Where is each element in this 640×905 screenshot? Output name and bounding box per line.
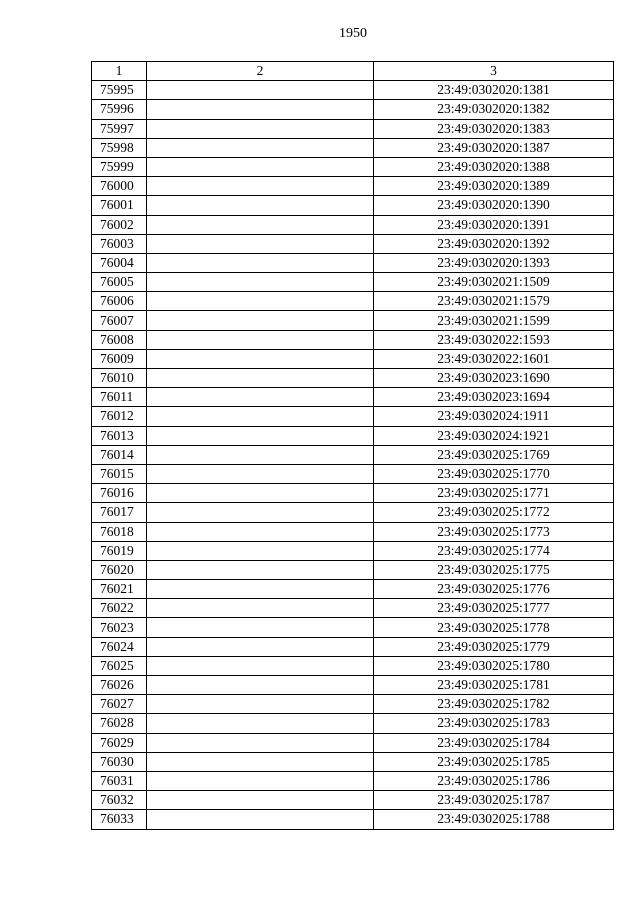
- row-cadastral-code-cell: 23:49:0302025:1780: [374, 656, 614, 675]
- row-number-cell: 76019: [92, 541, 147, 560]
- row-number-cell: 76025: [92, 656, 147, 675]
- table-row: [92, 273, 614, 292]
- row-cadastral-code-cell: 23:49:0302020:1381: [374, 81, 614, 100]
- table-row: [92, 388, 614, 407]
- row-number-cell: 76029: [92, 733, 147, 752]
- row-name-cell: [147, 196, 374, 215]
- row-name-cell: [147, 522, 374, 541]
- row-number-cell: 75997: [92, 119, 147, 138]
- row-name-cell: [147, 810, 374, 829]
- table-row: [92, 810, 614, 829]
- table-row: [92, 656, 614, 675]
- row-cadastral-code-cell: 23:49:0302025:1776: [374, 580, 614, 599]
- row-cadastral-code-cell: 23:49:0302020:1391: [374, 215, 614, 234]
- table-row: [92, 752, 614, 771]
- row-number-cell: 76033: [92, 810, 147, 829]
- row-name-cell: [147, 733, 374, 752]
- row-name-cell: [147, 676, 374, 695]
- table-row: [92, 330, 614, 349]
- table-row: [92, 695, 614, 714]
- row-cadastral-code-cell: 23:49:0302020:1390: [374, 196, 614, 215]
- row-cadastral-code-cell: 23:49:0302020:1388: [374, 157, 614, 176]
- row-cadastral-code-cell: 23:49:0302025:1771: [374, 484, 614, 503]
- row-cadastral-code-cell: 23:49:0302025:1770: [374, 464, 614, 483]
- row-name-cell: [147, 330, 374, 349]
- table-row: [92, 484, 614, 503]
- row-name-cell: [147, 234, 374, 253]
- row-number-cell: 76005: [92, 273, 147, 292]
- table-row: [92, 157, 614, 176]
- row-number-cell: 76027: [92, 695, 147, 714]
- row-number-cell: 76000: [92, 177, 147, 196]
- table-row: [92, 311, 614, 330]
- row-name-cell: [147, 138, 374, 157]
- table-row: [92, 618, 614, 637]
- row-name-cell: [147, 311, 374, 330]
- table-row: [92, 771, 614, 790]
- row-name-cell: [147, 656, 374, 675]
- column-header-3: 3: [374, 62, 614, 81]
- table-row: [92, 138, 614, 157]
- row-name-cell: [147, 771, 374, 790]
- row-cadastral-code-cell: 23:49:0302025:1785: [374, 752, 614, 771]
- row-cadastral-code-cell: 23:49:0302025:1777: [374, 599, 614, 618]
- row-number-cell: 76003: [92, 234, 147, 253]
- row-name-cell: [147, 618, 374, 637]
- row-name-cell: [147, 292, 374, 311]
- row-number-cell: 76004: [92, 253, 147, 272]
- row-name-cell: [147, 752, 374, 771]
- table-row: [92, 253, 614, 272]
- table-row: [92, 560, 614, 579]
- row-number-cell: 75995: [92, 81, 147, 100]
- row-number-cell: 76002: [92, 215, 147, 234]
- table-row: [92, 177, 614, 196]
- row-cadastral-code-cell: 23:49:0302025:1772: [374, 503, 614, 522]
- table-row: [92, 369, 614, 388]
- row-name-cell: [147, 273, 374, 292]
- row-number-cell: 76022: [92, 599, 147, 618]
- row-name-cell: [147, 695, 374, 714]
- row-cadastral-code-cell: 23:49:0302021:1579: [374, 292, 614, 311]
- row-number-cell: 76017: [92, 503, 147, 522]
- table-row: [92, 196, 614, 215]
- row-number-cell: 76026: [92, 676, 147, 695]
- row-number-cell: 76030: [92, 752, 147, 771]
- table-row: [92, 426, 614, 445]
- row-number-cell: 76006: [92, 292, 147, 311]
- row-name-cell: [147, 253, 374, 272]
- row-cadastral-code-cell: 23:49:0302025:1783: [374, 714, 614, 733]
- row-cadastral-code-cell: 23:49:0302020:1392: [374, 234, 614, 253]
- table-row: [92, 503, 614, 522]
- row-name-cell: [147, 177, 374, 196]
- register-table: [91, 61, 614, 830]
- table-row: [92, 445, 614, 464]
- row-cadastral-code-cell: 23:49:0302021:1509: [374, 273, 614, 292]
- row-number-cell: 76024: [92, 637, 147, 656]
- table-row: [92, 100, 614, 119]
- row-name-cell: [147, 714, 374, 733]
- row-name-cell: [147, 560, 374, 579]
- table-row: [92, 599, 614, 618]
- row-cadastral-code-cell: 23:49:0302020:1387: [374, 138, 614, 157]
- row-number-cell: 76018: [92, 522, 147, 541]
- row-name-cell: [147, 81, 374, 100]
- row-number-cell: 76020: [92, 560, 147, 579]
- row-number-cell: 75998: [92, 138, 147, 157]
- row-name-cell: [147, 426, 374, 445]
- row-name-cell: [147, 503, 374, 522]
- row-cadastral-code-cell: 23:49:0302025:1786: [374, 771, 614, 790]
- row-number-cell: 76011: [92, 388, 147, 407]
- row-cadastral-code-cell: 23:49:0302022:1601: [374, 349, 614, 368]
- column-header-2: 2: [147, 62, 374, 81]
- row-name-cell: [147, 445, 374, 464]
- row-name-cell: [147, 215, 374, 234]
- table-row: [92, 119, 614, 138]
- table-header-row: [92, 62, 614, 81]
- table-body: [92, 81, 614, 829]
- row-name-cell: [147, 637, 374, 656]
- table-row: [92, 791, 614, 810]
- table-row: [92, 522, 614, 541]
- row-name-cell: [147, 464, 374, 483]
- row-cadastral-code-cell: 23:49:0302025:1781: [374, 676, 614, 695]
- row-cadastral-code-cell: 23:49:0302025:1773: [374, 522, 614, 541]
- row-cadastral-code-cell: 23:49:0302023:1694: [374, 388, 614, 407]
- row-name-cell: [147, 599, 374, 618]
- row-cadastral-code-cell: 23:49:0302025:1769: [374, 445, 614, 464]
- row-cadastral-code-cell: 23:49:0302020:1389: [374, 177, 614, 196]
- row-cadastral-code-cell: 23:49:0302024:1911: [374, 407, 614, 426]
- row-cadastral-code-cell: 23:49:0302023:1690: [374, 369, 614, 388]
- row-name-cell: [147, 157, 374, 176]
- row-cadastral-code-cell: 23:49:0302025:1774: [374, 541, 614, 560]
- table-row: [92, 676, 614, 695]
- row-cadastral-code-cell: 23:49:0302025:1787: [374, 791, 614, 810]
- table-row: [92, 215, 614, 234]
- row-cadastral-code-cell: 23:49:0302025:1784: [374, 733, 614, 752]
- row-cadastral-code-cell: 23:49:0302022:1593: [374, 330, 614, 349]
- table-row: [92, 464, 614, 483]
- table-row: [92, 234, 614, 253]
- table-row: [92, 292, 614, 311]
- row-cadastral-code-cell: 23:49:0302025:1775: [374, 560, 614, 579]
- row-cadastral-code-cell: 23:49:0302020:1393: [374, 253, 614, 272]
- row-number-cell: 76016: [92, 484, 147, 503]
- row-number-cell: 76012: [92, 407, 147, 426]
- table-row: [92, 407, 614, 426]
- row-name-cell: [147, 541, 374, 560]
- row-cadastral-code-cell: 23:49:0302025:1779: [374, 637, 614, 656]
- row-number-cell: 76032: [92, 791, 147, 810]
- row-name-cell: [147, 407, 374, 426]
- row-number-cell: 76010: [92, 369, 147, 388]
- row-number-cell: 76008: [92, 330, 147, 349]
- table-row: [92, 637, 614, 656]
- table-row: [92, 580, 614, 599]
- row-number-cell: 76021: [92, 580, 147, 599]
- table-row: [92, 541, 614, 560]
- row-name-cell: [147, 791, 374, 810]
- row-name-cell: [147, 388, 374, 407]
- row-name-cell: [147, 119, 374, 138]
- row-number-cell: 76014: [92, 445, 147, 464]
- row-number-cell: 75999: [92, 157, 147, 176]
- row-number-cell: 76023: [92, 618, 147, 637]
- page-number: 1950: [339, 26, 367, 41]
- row-name-cell: [147, 369, 374, 388]
- row-number-cell: 76007: [92, 311, 147, 330]
- row-name-cell: [147, 484, 374, 503]
- row-cadastral-code-cell: 23:49:0302025:1778: [374, 618, 614, 637]
- row-number-cell: 76001: [92, 196, 147, 215]
- row-number-cell: 76009: [92, 349, 147, 368]
- table-row: [92, 714, 614, 733]
- row-number-cell: 76028: [92, 714, 147, 733]
- row-number-cell: 76031: [92, 771, 147, 790]
- column-header-1: 1: [92, 62, 147, 81]
- row-cadastral-code-cell: 23:49:0302020:1382: [374, 100, 614, 119]
- row-cadastral-code-cell: 23:49:0302025:1788: [374, 810, 614, 829]
- row-cadastral-code-cell: 23:49:0302024:1921: [374, 426, 614, 445]
- row-name-cell: [147, 349, 374, 368]
- row-name-cell: [147, 580, 374, 599]
- row-number-cell: 76013: [92, 426, 147, 445]
- row-cadastral-code-cell: 23:49:0302020:1383: [374, 119, 614, 138]
- row-cadastral-code-cell: 23:49:0302025:1782: [374, 695, 614, 714]
- row-cadastral-code-cell: 23:49:0302021:1599: [374, 311, 614, 330]
- table-row: [92, 349, 614, 368]
- table-row: [92, 81, 614, 100]
- row-number-cell: 76015: [92, 464, 147, 483]
- table-row: [92, 733, 614, 752]
- row-number-cell: 75996: [92, 100, 147, 119]
- row-name-cell: [147, 100, 374, 119]
